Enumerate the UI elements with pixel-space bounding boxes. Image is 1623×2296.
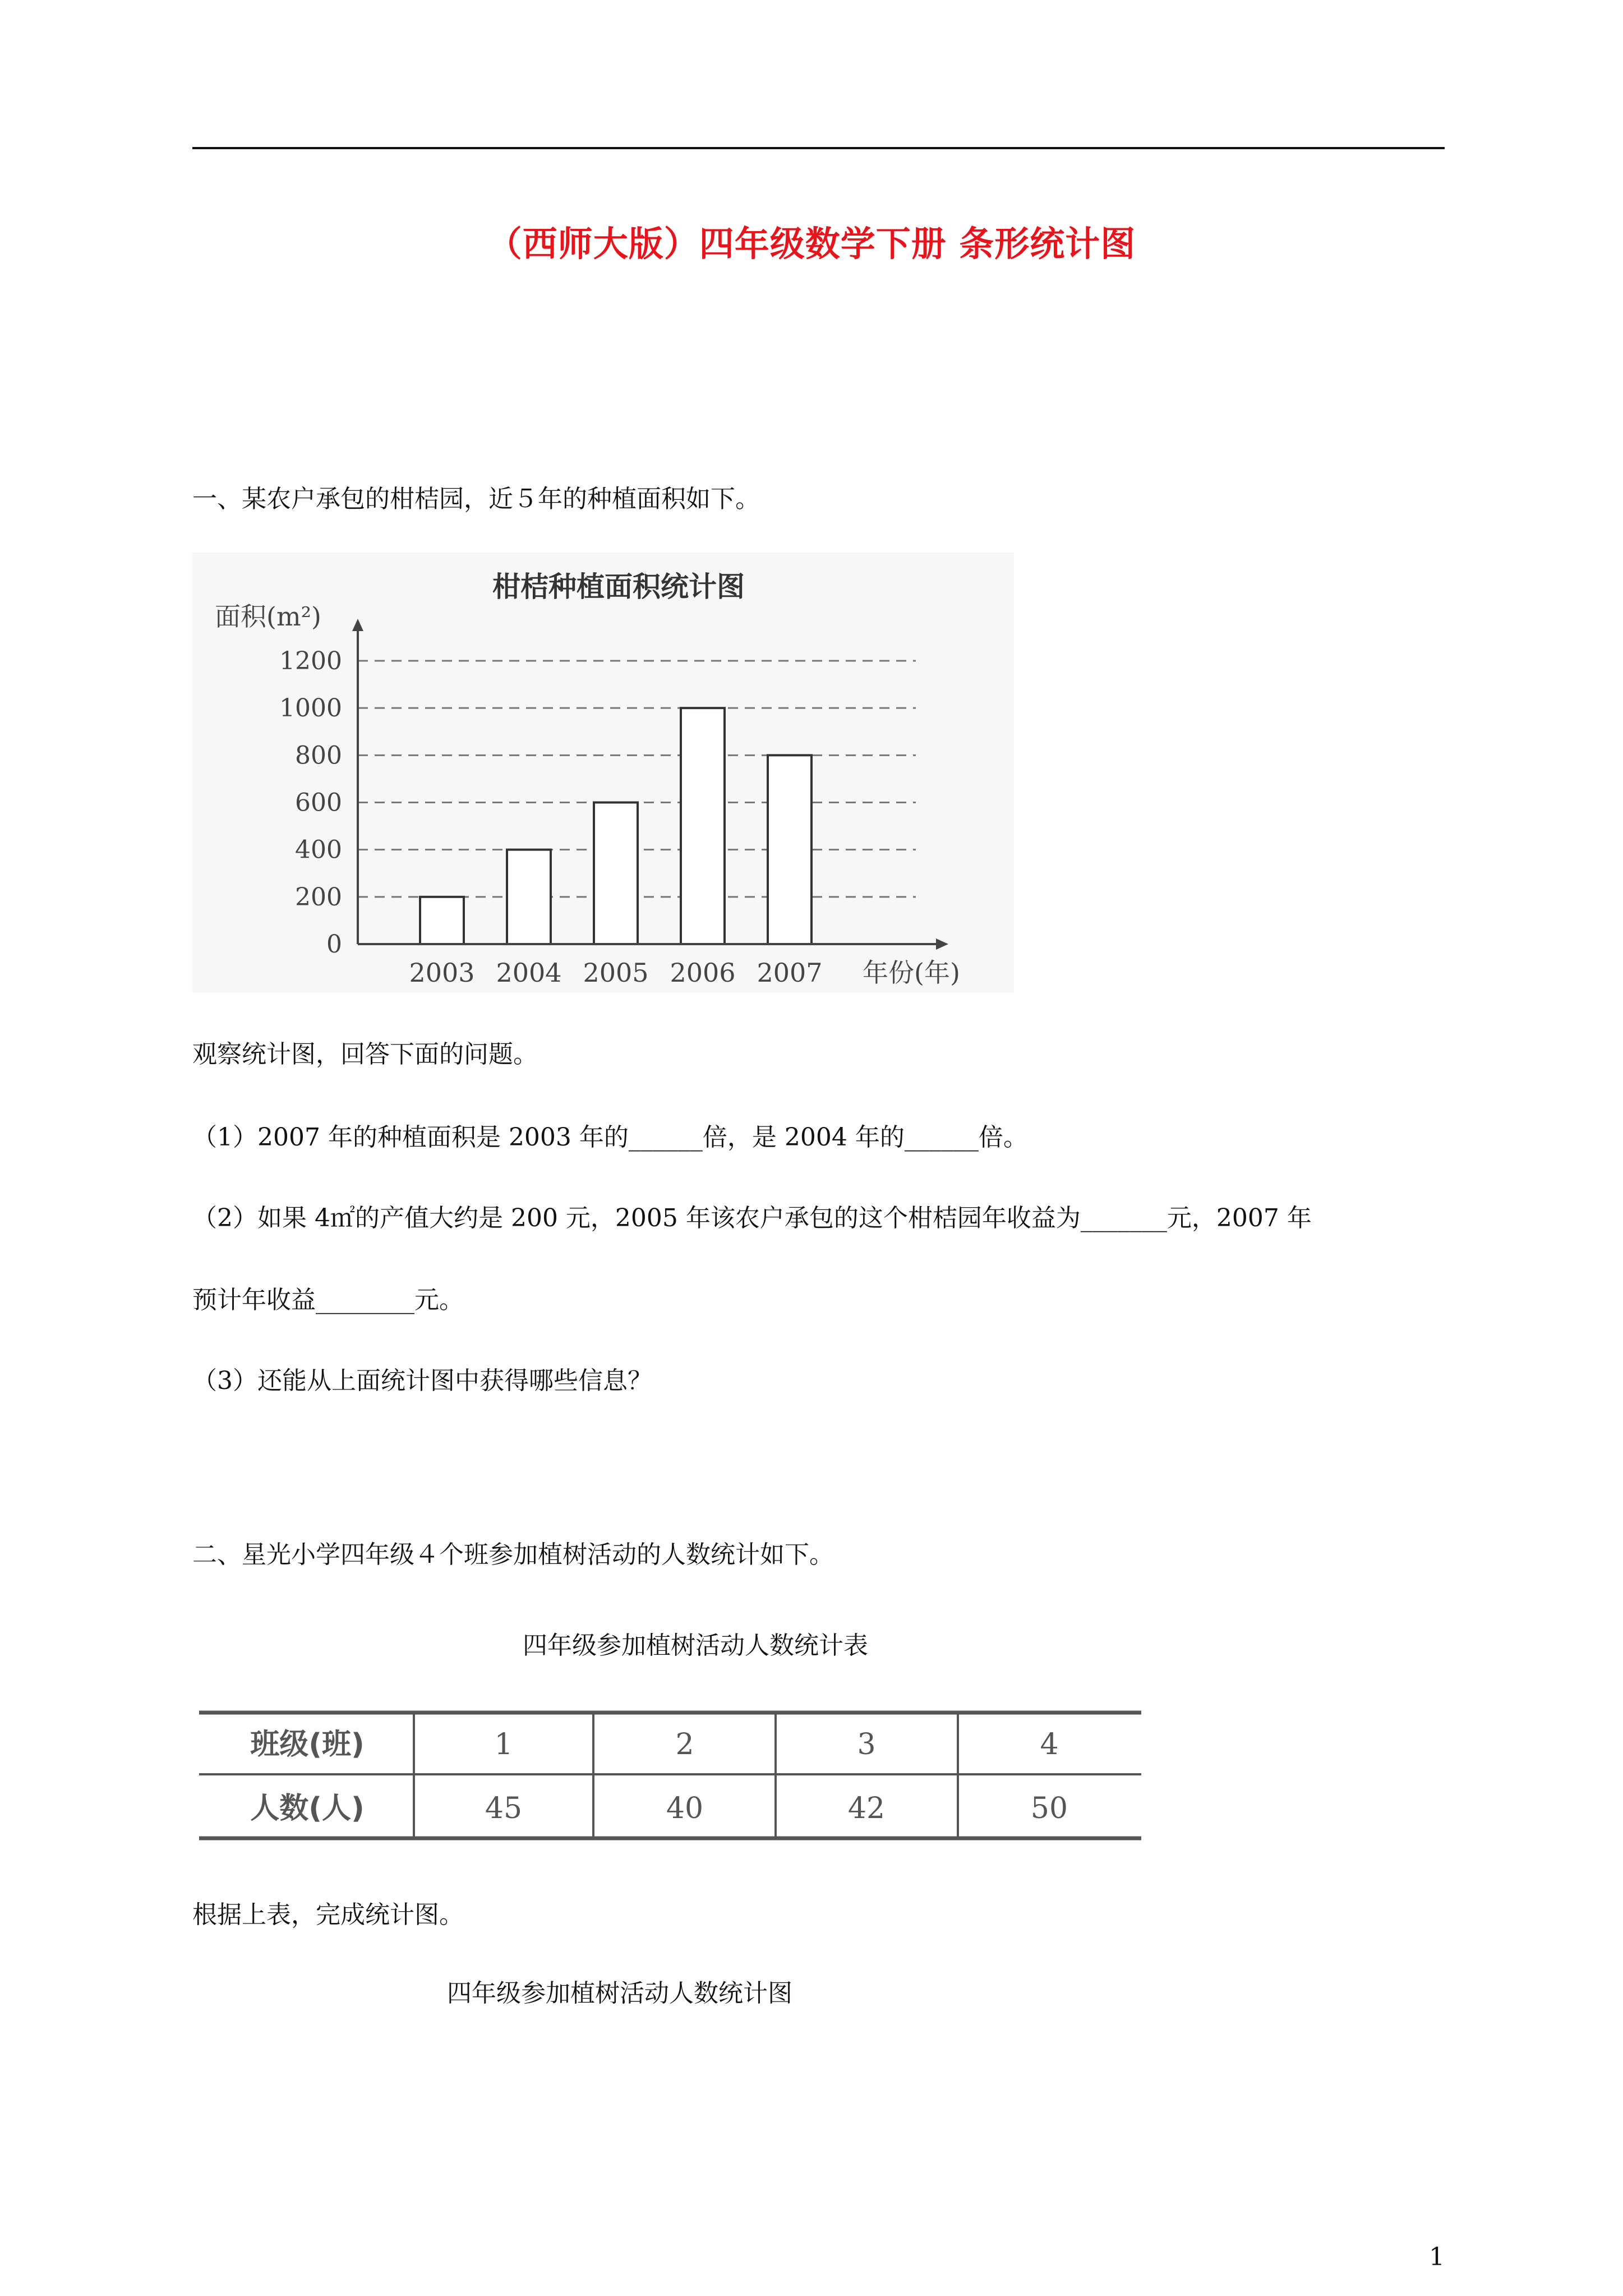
- y-tick-label: 400: [295, 835, 342, 864]
- bar-2003: [420, 897, 464, 944]
- x-tick-label: 2005: [583, 958, 649, 988]
- table-cell-count: 40: [666, 1792, 704, 1825]
- y-tick-label: 1000: [279, 694, 342, 723]
- bar-2005: [594, 803, 638, 945]
- x-tick-label: 2004: [496, 958, 562, 988]
- chart-title: 柑桔种植面积统计图: [492, 570, 745, 603]
- y-tick-label: 0: [326, 930, 342, 959]
- data-table: [192, 1708, 1146, 1854]
- table-cell-count: 42: [847, 1792, 886, 1825]
- table-cell-class: 3: [857, 1728, 876, 1761]
- y-tick-label: 800: [295, 741, 342, 770]
- x-tick-label: 2006: [670, 958, 736, 988]
- chart-2-title: 四年级参加植树活动人数统计图: [447, 1979, 792, 2008]
- table-cell-class: 4: [1040, 1728, 1059, 1761]
- row-header-count: 人数(人): [250, 1792, 365, 1825]
- y-tick-label: 600: [295, 788, 342, 817]
- x-tick-label: 2007: [757, 958, 823, 988]
- observe-instruction: 观察统计图，回答下面的问题。: [192, 1040, 538, 1069]
- bar-2007: [768, 755, 811, 944]
- y-tick-label: 1200: [279, 647, 342, 675]
- sub-question-3: （3）还能从上面统计图中获得哪些信息？: [192, 1366, 652, 1395]
- sub-question-1: （1）2007 年的种植面积是 2003 年的______倍，是 2004 年的______倍。: [192, 1123, 1028, 1152]
- x-axis-label: 年份(年): [863, 958, 960, 988]
- table-title: 四年级参加植树活动人数统计表: [523, 1631, 868, 1660]
- table-instruction: 根据上表，完成统计图。: [192, 1901, 464, 1929]
- bar-2004: [507, 850, 551, 944]
- y-axis-arrow: [352, 619, 363, 631]
- y-axis-label: 面积(m²): [215, 601, 321, 632]
- table-cell-count: 45: [485, 1792, 523, 1825]
- area-bar-chart-svg: [192, 553, 1014, 993]
- table-cell-class: 1: [494, 1728, 513, 1761]
- table-cell-count: 50: [1030, 1792, 1068, 1825]
- question-1-intro: 一、某农户承包的柑桔园，近５年的种植面积如下。: [192, 485, 760, 513]
- header-rule: [192, 147, 1445, 149]
- x-axis-arrow: [936, 938, 948, 950]
- bar-2006: [681, 708, 725, 944]
- sub-question-2-line-2: 预计年收益________元。: [192, 1286, 464, 1314]
- page-title: （西师大版）四年级数学下册 条形统计图: [487, 223, 1136, 264]
- table-cell-class: 2: [675, 1728, 694, 1761]
- page-number: 1: [1429, 2243, 1445, 2271]
- row-header-class: 班级(班): [250, 1728, 365, 1761]
- x-tick-label: 2003: [409, 958, 475, 988]
- area-bar-chart: [192, 553, 1014, 993]
- question-2-intro: 二、星光小学四年级４个班参加植树活动的人数统计如下。: [192, 1540, 834, 1569]
- data-table-svg: [192, 1708, 1146, 1854]
- sub-question-2-line-1: （2）如果 4㎡的产值大约是 200 元，2005 年该农户承包的这个柑桔园年收益为_______元，2007 年: [192, 1204, 1312, 1232]
- y-tick-label: 200: [295, 882, 342, 912]
